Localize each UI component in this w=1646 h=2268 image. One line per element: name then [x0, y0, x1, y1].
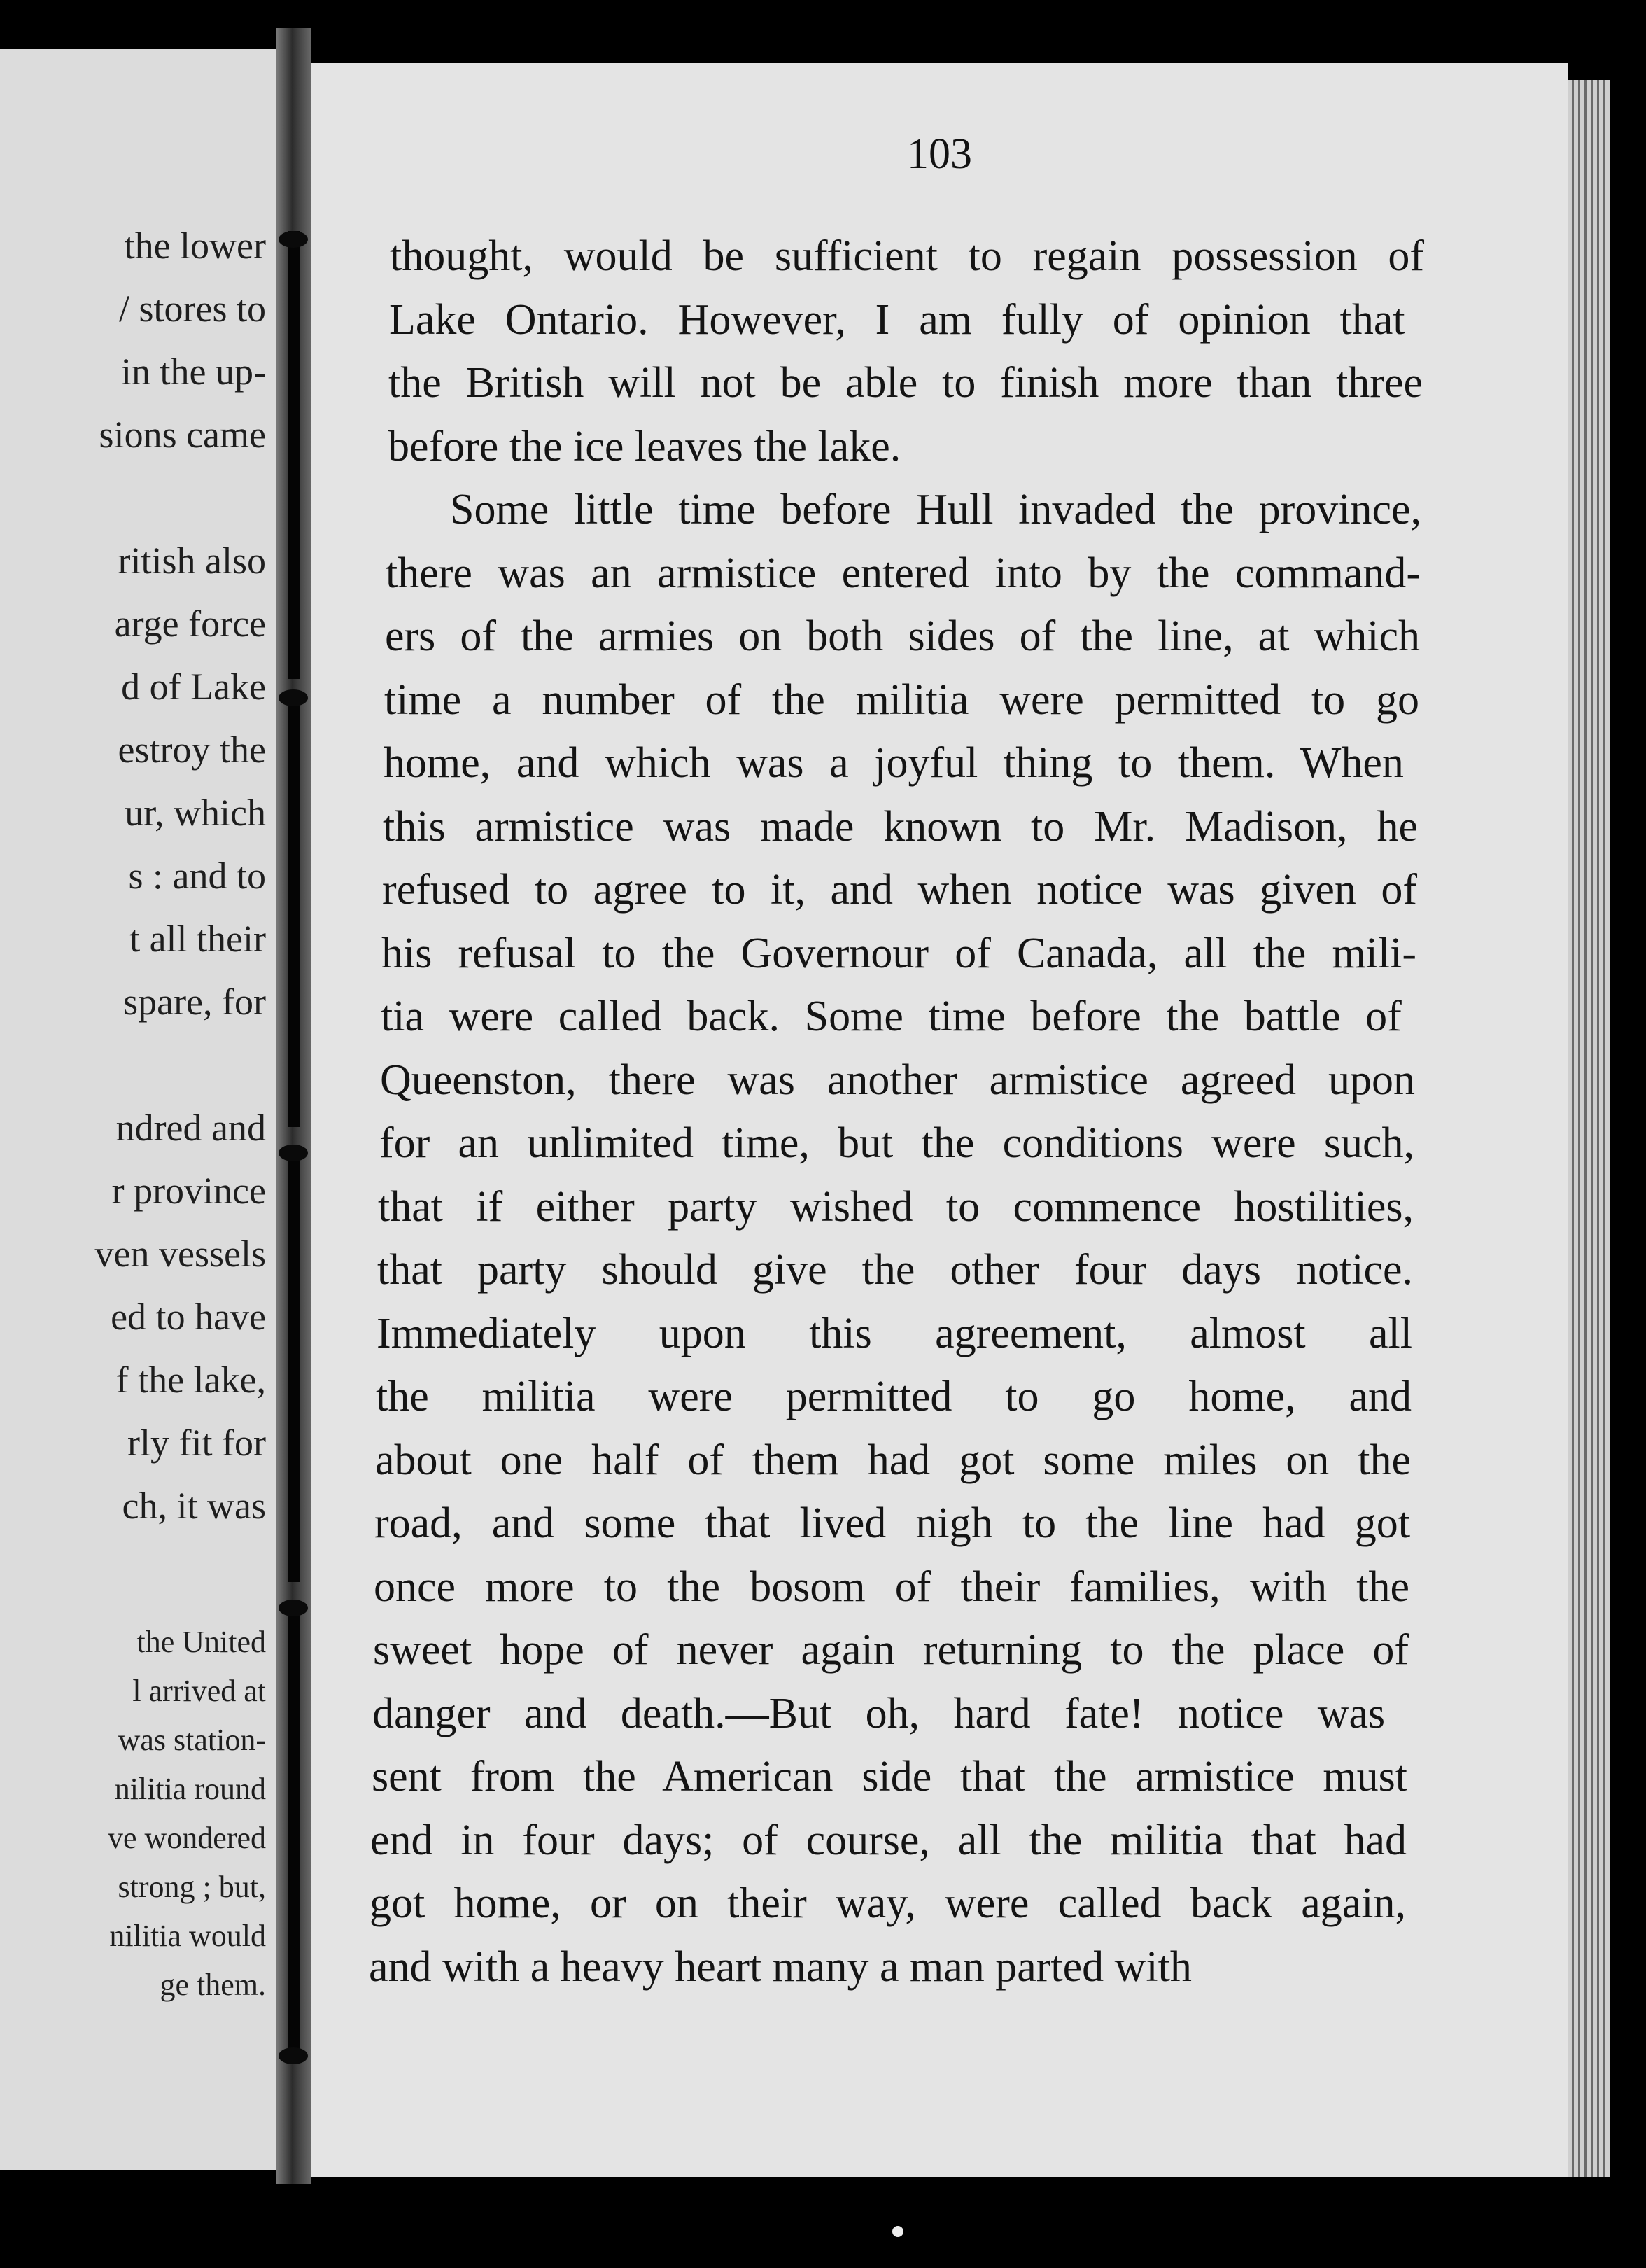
text-line: s : and to	[128, 855, 266, 897]
text-line: strong ; but,	[118, 1870, 266, 1904]
text-line: f the lake,	[115, 1359, 266, 1401]
page-edges	[1568, 80, 1610, 2177]
text-line: sent from the American side that the armistice must	[372, 1753, 1407, 1800]
binding-thread	[288, 700, 300, 1127]
text-line: ven vessels	[94, 1233, 266, 1275]
text-line: Immediately upon this agreement, almost all	[377, 1309, 1412, 1357]
text-line: there was an armistice entered into by the command-	[386, 549, 1421, 597]
text-line: about one half of them had got some miles on the	[375, 1436, 1411, 1484]
text-line: ed to have	[111, 1296, 266, 1338]
text-line: his refusal to the Governour of Canada, all the mili-	[381, 929, 1416, 977]
text-line: rly fit for	[127, 1422, 266, 1464]
text-line: ch, it was	[122, 1485, 266, 1527]
text-line: Lake Ontario. However, I am fully of opinion that	[389, 295, 1405, 344]
text-line: l arrived at	[132, 1674, 266, 1708]
binding-thread	[288, 231, 300, 679]
text-line: that if either party wished to commence hostilities,	[378, 1182, 1414, 1231]
text-line: and with a heavy heart many a man parted with	[369, 1942, 1192, 1991]
text-line: the militia were permitted to go home, and	[376, 1373, 1412, 1420]
text-line: Some little time before Hull invaded the province,	[450, 486, 1421, 533]
text-line: d of Lake	[121, 666, 266, 708]
text-line: before the ice leaves the lake.	[388, 422, 901, 470]
text-line: the United	[136, 1625, 266, 1659]
text-line: thought, would be sufficient to regain possession of	[390, 232, 1424, 280]
page-number: 103	[907, 130, 972, 178]
text-line: spare, for	[123, 981, 266, 1023]
text-line: ndred and	[115, 1107, 266, 1149]
binding-knot	[279, 2047, 308, 2064]
text-line: t all their	[129, 918, 266, 960]
left-page	[0, 49, 276, 2170]
text-line: the lower	[124, 225, 266, 267]
text-line: nilitia would	[109, 1919, 266, 1953]
text-line: end in four days; of course, all the militia that had	[370, 1816, 1407, 1864]
text-line: for an unlimited time, but the conditions were such,	[379, 1119, 1414, 1167]
binding-thread	[288, 1610, 300, 2058]
binding-knot	[279, 1144, 308, 1161]
text-line: time a number of the militia were permitted to go	[384, 676, 1419, 724]
text-line: ur, which	[125, 792, 266, 834]
text-line: ve wondered	[107, 1821, 266, 1855]
right-page	[311, 63, 1568, 2177]
binding-knot	[279, 690, 308, 706]
binding-knot	[279, 231, 308, 248]
text-line: sweet hope of never again returning to the place of	[373, 1626, 1409, 1674]
text-line: in the up-	[121, 351, 266, 393]
text-line: / stores to	[119, 288, 266, 330]
text-line: Queenston, there was another armistice agreed upon	[380, 1056, 1415, 1104]
text-line: estroy the	[118, 729, 266, 771]
text-line: this armistice was made known to Mr. Madison, he	[383, 802, 1418, 850]
text-line: arge force	[114, 603, 266, 645]
text-line: home, and which was a joyful thing to them. When	[384, 739, 1404, 787]
text-line: tia were called back. Some time before the battle of	[381, 993, 1402, 1040]
text-line: road, and some that lived nigh to the line had got	[374, 1499, 1410, 1547]
text-line: that party should give the other four days notice.	[377, 1246, 1413, 1294]
binding-thread	[288, 1155, 300, 1582]
text-line: the British will not be able to finish more than three	[388, 359, 1423, 407]
text-line: refused to agree to it, and when notice was given of	[382, 866, 1417, 913]
text-line: nilitia round	[114, 1772, 266, 1806]
text-line: once more to the bosom of their families, with the	[374, 1562, 1409, 1611]
binding-knot	[279, 1600, 308, 1616]
scan-speck	[892, 2226, 903, 2237]
text-line: danger and death.—But oh, hard fate! notice was	[372, 1689, 1386, 1737]
text-line: ritish also	[118, 540, 266, 582]
text-line: ers of the armies on both sides of the line, at which	[385, 612, 1420, 660]
text-line: r province	[111, 1170, 266, 1212]
text-line: ge them.	[160, 1968, 266, 2002]
text-line: got home, or on their way, were called back again,	[370, 1879, 1406, 1927]
text-line: sions came	[99, 414, 266, 456]
text-line: was station-	[118, 1723, 266, 1757]
